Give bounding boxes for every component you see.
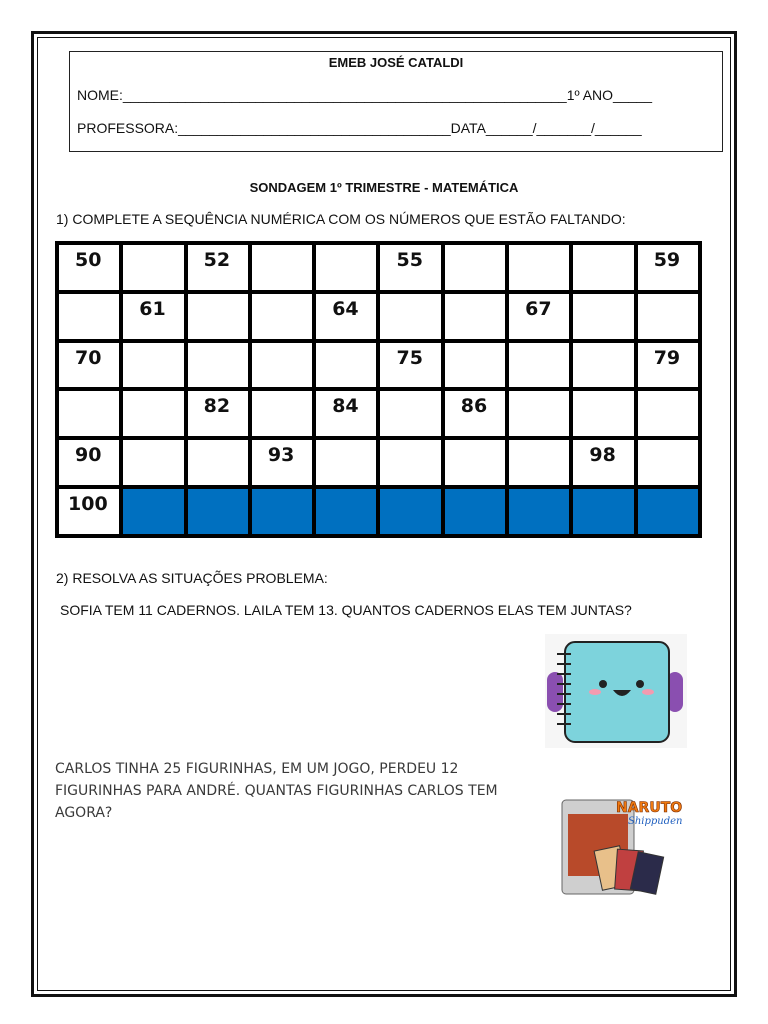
grid-cell: 90: [59, 440, 119, 485]
grid-cell: [59, 391, 119, 436]
grid-cell: [316, 489, 376, 534]
grid-cell: [252, 489, 312, 534]
grid-cell: 86: [445, 391, 505, 436]
grid-cell: 64: [316, 294, 376, 339]
grid-cell: [252, 343, 312, 388]
nome-line: NOME:_________________________________________________________1º ANO_____: [77, 87, 652, 103]
grid-cell: 93: [252, 440, 312, 485]
grid-cell: 52: [188, 245, 248, 290]
grid-cell: 100: [59, 489, 119, 534]
page-title: SONDAGEM 1º TRIMESTRE - MATEMÁTICA: [249, 180, 519, 195]
notebook-illustration: [545, 634, 687, 748]
grid-cell: [445, 245, 505, 290]
grid-cell: [188, 440, 248, 485]
sticker-pack-illustration: [558, 796, 683, 896]
problem-2: CARLOS TINHA 25 FIGURINHAS, EM UM JOGO, PERDEU 12 FIGURINHAS PARA ANDRÉ. QUANTAS FIGURINHAS CARLOS TEM AGORA?: [55, 761, 498, 821]
grid-cell: 79: [638, 343, 698, 388]
grid-cell: 50: [59, 245, 119, 290]
grid-cell: [509, 489, 569, 534]
grid-cell: [123, 391, 183, 436]
grid-cell: [380, 489, 440, 534]
grid-cell: 55: [380, 245, 440, 290]
grid-cell: [188, 294, 248, 339]
grid-cell: [252, 294, 312, 339]
pack-brand-text: NARUTO: [616, 800, 683, 816]
grid-cell: [316, 343, 376, 388]
grid-cell: [380, 391, 440, 436]
pack-sub-text: Shippuden: [628, 816, 683, 827]
grid-cell: 61: [123, 294, 183, 339]
grid-cell: 84: [316, 391, 376, 436]
professora-line: PROFESSORA:___________________________________DATA______/_______/______: [77, 120, 642, 136]
grid-cell: [445, 294, 505, 339]
grid-cell: [509, 245, 569, 290]
grid-cell: 98: [573, 440, 633, 485]
grid-cell: [638, 489, 698, 534]
problem-1: SOFIA TEM 11 CADERNOS. LAILA TEM 13. QUANTOS CADERNOS ELAS TEM JUNTAS?: [60, 602, 632, 618]
grid-cell: [123, 343, 183, 388]
grid-cell: [445, 343, 505, 388]
grid-cell: [380, 294, 440, 339]
grid-cell: [638, 440, 698, 485]
grid-cell: [59, 294, 119, 339]
grid-cell: [316, 440, 376, 485]
grid-cell: [252, 391, 312, 436]
grid-cell: [188, 489, 248, 534]
notebook-icon: [545, 634, 687, 748]
header-box: [69, 51, 723, 152]
grid-cell: [509, 440, 569, 485]
grid-cell: [380, 440, 440, 485]
grid-cell: [445, 440, 505, 485]
grid-cell: [573, 391, 633, 436]
grid-cell: 82: [188, 391, 248, 436]
grid-cell: [573, 245, 633, 290]
grid-cell: [123, 245, 183, 290]
grid-cell: 70: [59, 343, 119, 388]
grid-cell: [252, 245, 312, 290]
number-grid: [55, 241, 702, 538]
sticker-pack-icon: [558, 796, 683, 896]
grid-cell: [316, 245, 376, 290]
school-name: EMEB JOSÉ CATALDI: [328, 55, 464, 70]
grid-cell: 75: [380, 343, 440, 388]
grid-cell: 67: [509, 294, 569, 339]
grid-cell: [638, 294, 698, 339]
grid-cell: [573, 489, 633, 534]
grid-cell: [123, 489, 183, 534]
grid-cell: [445, 489, 505, 534]
grid-cell: [509, 343, 569, 388]
question-2: 2) RESOLVA AS SITUAÇÕES PROBLEMA:: [56, 570, 328, 586]
grid-cell: [573, 294, 633, 339]
grid-cell: [509, 391, 569, 436]
question-1: 1) COMPLETE A SEQUÊNCIA NUMÉRICA COM OS NÚMEROS QUE ESTÃO FALTANDO:: [56, 211, 626, 227]
grid-cell: [638, 391, 698, 436]
grid-cell: 59: [638, 245, 698, 290]
grid-cell: [123, 440, 183, 485]
grid-cell: [188, 343, 248, 388]
grid-cell: [573, 343, 633, 388]
